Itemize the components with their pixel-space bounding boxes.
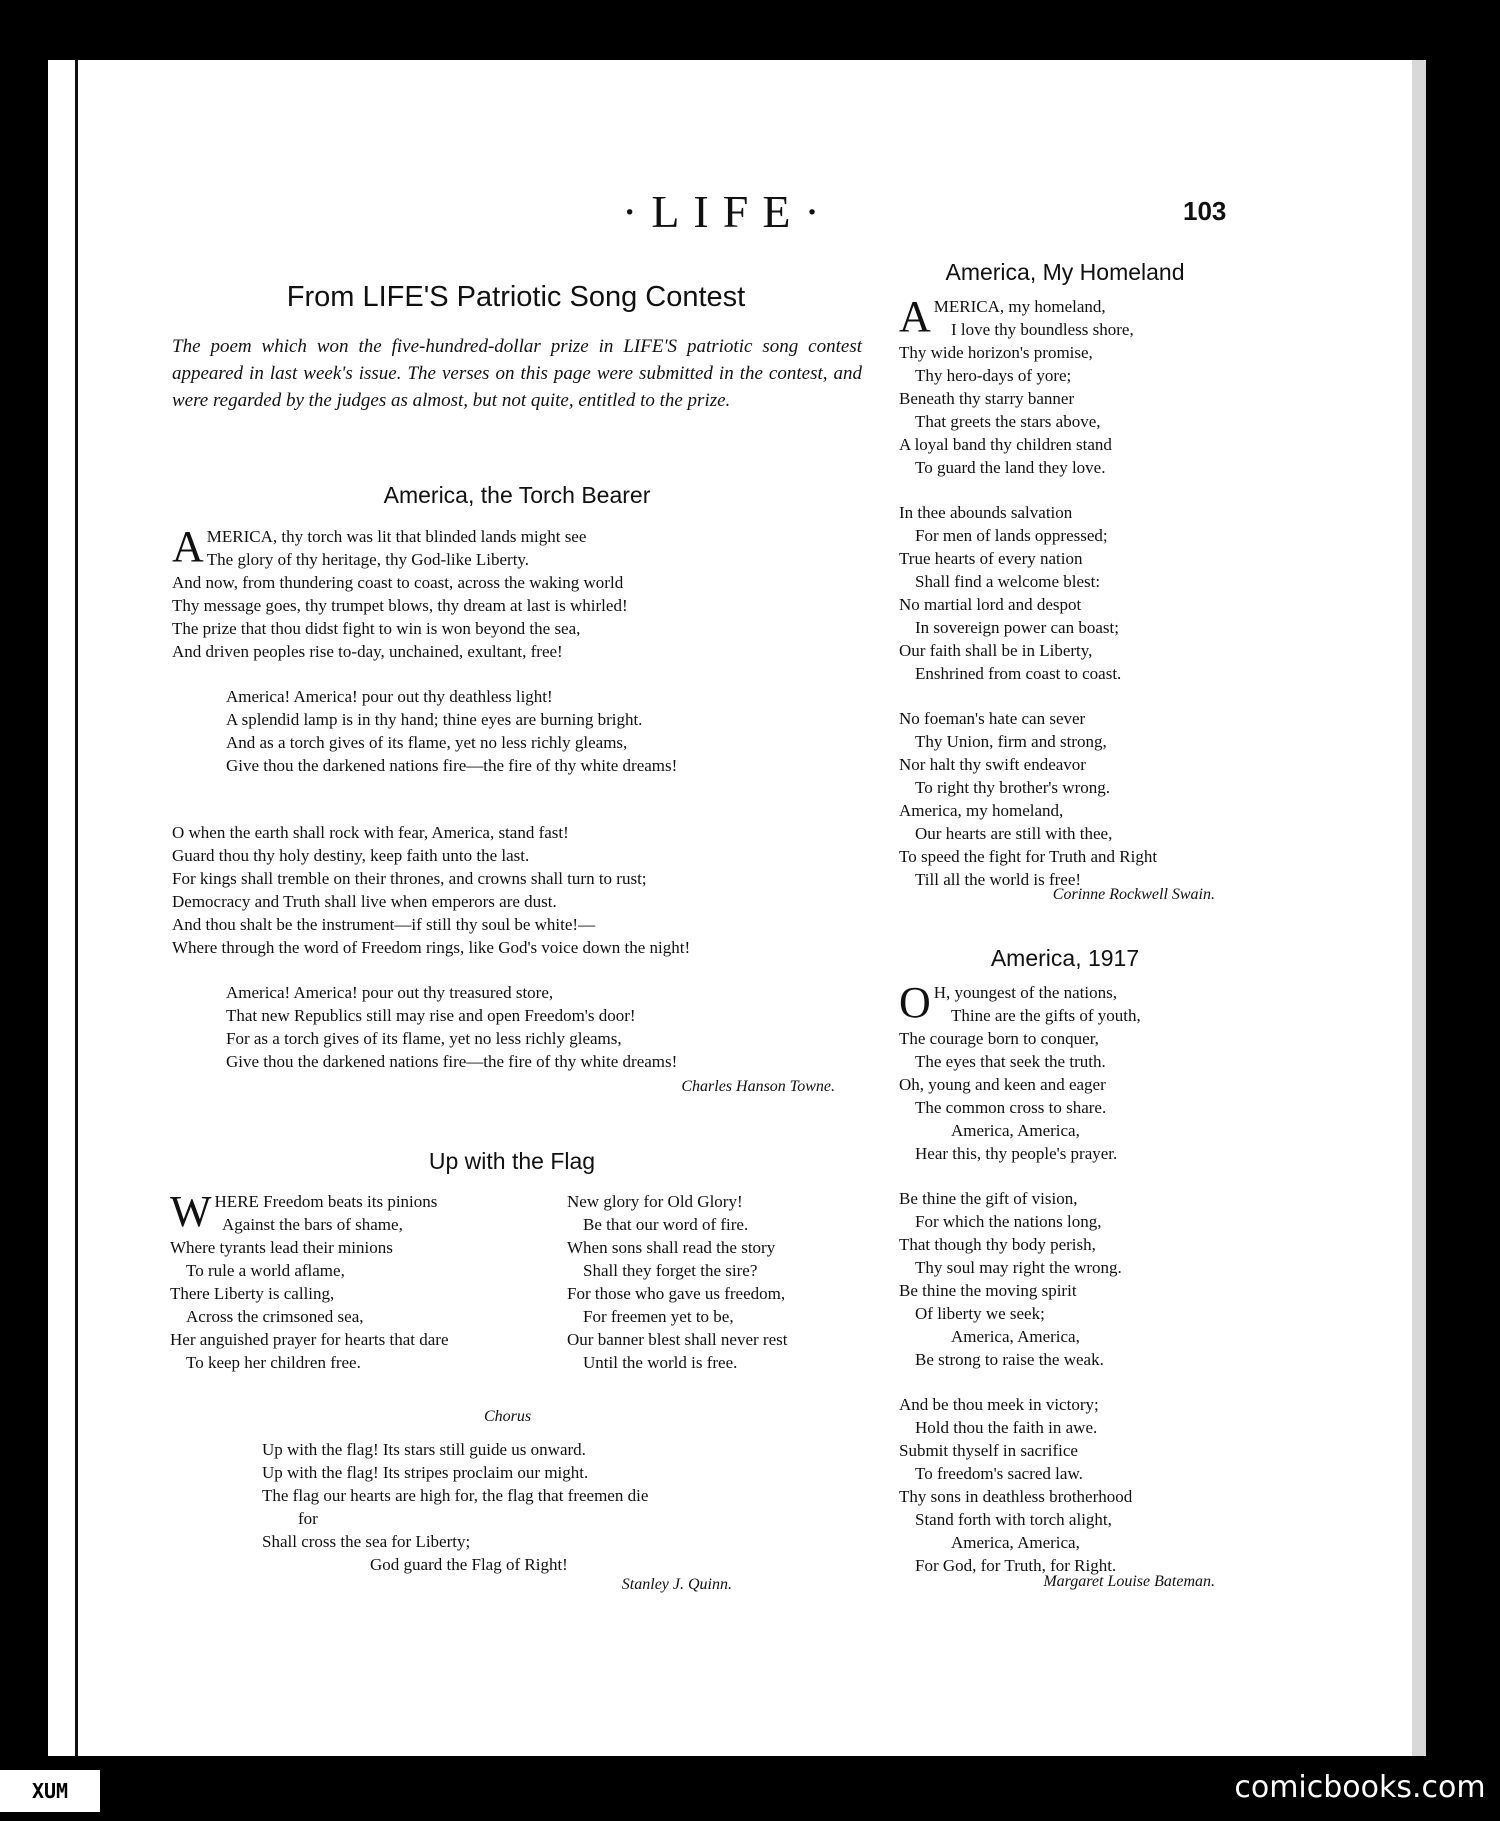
poem-title-america-1917: America, 1917 xyxy=(990,945,1140,971)
poem-line: Up with the flag! Its stripes proclaim our might. xyxy=(262,1463,589,1482)
poem-line: Up with the flag! Its stars still guide us onward. xyxy=(262,1440,586,1459)
page-number: 103 xyxy=(1183,196,1227,226)
poem-line: Stand forth with torch alight, xyxy=(915,1510,1112,1529)
poem-flag-chorus xyxy=(262,1438,782,1576)
poem-line: America, America, xyxy=(951,1533,1080,1552)
intro-paragraph: The poem which won the five-hundred-dollar prize in LIFE'S patriotic song contest appeared in last week's issue. The verses on this page were submitted in the contest, and were regarded by the judges as almost, but not quite, entitled to the prize. xyxy=(172,336,862,411)
poem-line: In sovereign power can boast; xyxy=(915,618,1119,637)
poem-line: Shall find a welcome blest: xyxy=(915,572,1101,591)
poem-line: God guard the Flag of Right! xyxy=(370,1555,568,1574)
poem-line: A splendid lamp is in thy hand; thine eyes are burning bright. xyxy=(226,710,643,729)
poem-line: H, youngest of the nations, xyxy=(933,983,1117,1002)
poem-line: Until the world is free. xyxy=(583,1353,738,1372)
poem-line: For God, for Truth, for Right. xyxy=(915,1556,1117,1575)
poem-line: To right thy brother's wrong. xyxy=(915,778,1110,797)
poem-line: To freedom's sacred law. xyxy=(915,1464,1083,1483)
poem-line: For as a torch gives of its flame, yet no less richly gleams, xyxy=(226,1029,622,1048)
poem-line: Oh, young and keen and eager xyxy=(899,1075,1106,1094)
poem-line: The prize that thou didst fight to win is won beyond the sea, xyxy=(172,619,581,638)
poem-line: Across the crimsoned sea, xyxy=(186,1307,364,1326)
poem-america-1917 xyxy=(899,978,1239,1577)
poem-line: To rule a world aflame, xyxy=(186,1261,345,1280)
poem-line: O when the earth shall rock with fear, America, stand fast! xyxy=(172,823,569,842)
poem-line: To guard the land they love. xyxy=(915,458,1106,477)
poem-line: America, America, xyxy=(951,1121,1080,1140)
poem-line: And be thou meek in victory; xyxy=(899,1395,1099,1414)
poem-line: Submit thyself in sacrifice xyxy=(899,1441,1078,1460)
poem-line: Thy sons in deathless brotherhood xyxy=(899,1487,1133,1506)
poem-title-my-homeland: America, My Homeland xyxy=(945,259,1185,285)
author-my-homeland: Corinne Rockwell Swain. xyxy=(1052,886,1215,903)
poem-line: That new Republics still may rise and open Freedom's door! xyxy=(226,1006,636,1025)
poem-line: Be that our word of fire. xyxy=(583,1215,749,1234)
poem-line: America, America, xyxy=(951,1327,1080,1346)
poem-line: Be strong to raise the weak. xyxy=(915,1350,1104,1369)
poem-line: The eyes that seek the truth. xyxy=(915,1052,1106,1071)
poem-title-up-with-the-flag: Up with the Flag xyxy=(428,1148,596,1174)
scan-badge: XUM xyxy=(0,1770,100,1812)
poem-line: Where through the word of Freedom rings, like God's voice down the night! xyxy=(172,938,691,957)
poem-line: I love thy boundless shore, xyxy=(951,320,1134,339)
poem-line: New glory for Old Glory! xyxy=(567,1192,743,1211)
poem-line: To keep her children free. xyxy=(186,1353,361,1372)
poem-line: Her anguished prayer for hearts that dare xyxy=(170,1330,449,1349)
poem-line: HERE Freedom beats its pinions xyxy=(214,1192,438,1211)
page-spine xyxy=(48,60,78,1756)
poem-line: That greets the stars above, xyxy=(915,412,1101,431)
poem-line: Democracy and Truth shall live when emperors are dust. xyxy=(172,892,557,911)
drop-cap: W xyxy=(170,1187,212,1236)
poem-title-torch-bearer: America, the Torch Bearer xyxy=(383,482,651,508)
poem-line: Where tyrants lead their minions xyxy=(170,1238,393,1257)
drop-cap: A xyxy=(899,292,931,341)
poem-line: And driven peoples rise to-day, unchained, exultant, free! xyxy=(172,642,563,661)
poem-line: A loyal band thy children stand xyxy=(899,435,1112,454)
poem-line: Thy message goes, thy trumpet blows, thy dream at last is whirled! xyxy=(172,596,628,615)
author-america-1917: Margaret Louise Bateman. xyxy=(1043,1573,1215,1590)
poem-line: And as a torch gives of its flame, yet no less richly gleams, xyxy=(226,733,628,752)
poem-flag-right-column xyxy=(567,1190,867,1374)
poem-line: Shall cross the sea for Liberty; xyxy=(262,1532,471,1551)
poem-line: Thy wide horizon's promise, xyxy=(899,343,1093,362)
watermark: comicbooks.com xyxy=(1234,1769,1486,1805)
poem-line: Be thine the moving spirit xyxy=(899,1281,1077,1300)
poem-line: Of liberty we seek; xyxy=(915,1304,1045,1323)
poem-line: When sons shall read the story xyxy=(567,1238,776,1257)
masthead: ·LIFE· xyxy=(622,186,834,237)
poem-line: Thy Union, firm and strong, xyxy=(915,732,1107,751)
poem-line: For men of lands oppressed; xyxy=(915,526,1108,545)
poem-line: True hearts of every nation xyxy=(899,549,1083,568)
poem-line: No martial lord and despot xyxy=(899,595,1082,614)
poem-line: For which the nations long, xyxy=(915,1212,1102,1231)
poem-line: There Liberty is calling, xyxy=(170,1284,335,1303)
poem-line: Shall they forget the sire? xyxy=(583,1261,758,1280)
author-up-with-the-flag: Stanley J. Quinn. xyxy=(621,1576,732,1593)
poem-line: MERICA, thy torch was lit that blinded lands might see xyxy=(206,527,587,546)
poem-line: Give thou the darkened nations fire—the fire of thy white dreams! xyxy=(226,756,678,775)
poem-line: Thy soul may right the wrong. xyxy=(915,1258,1122,1277)
poem-line: That though thy body perish, xyxy=(899,1235,1096,1254)
poem-line: For those who gave us freedom, xyxy=(567,1284,786,1303)
poem-line: In thee abounds salvation xyxy=(899,503,1073,522)
poem-line: MERICA, my homeland, xyxy=(933,297,1106,316)
poem-flag-left-column xyxy=(170,1187,550,1374)
poem-line: Our hearts are still with thee, xyxy=(915,824,1113,843)
poem-line: Our faith shall be in Liberty, xyxy=(899,641,1093,660)
poem-line: America, my homeland, xyxy=(899,801,1064,820)
poem-line: To speed the fight for Truth and Right xyxy=(899,847,1158,866)
page-title: From LIFE'S Patriotic Song Contest xyxy=(286,281,746,313)
poem-line: No foeman's hate can sever xyxy=(899,709,1086,728)
poem-line: America! America! pour out thy deathless light! xyxy=(226,687,553,706)
poem-line: America! America! pour out thy treasured store, xyxy=(226,983,554,1002)
poem-line: The flag our hearts are high for, the flag that freemen die xyxy=(262,1486,649,1505)
poem-line: The glory of thy heritage, thy God-like Liberty. xyxy=(206,550,530,569)
poem-my-homeland xyxy=(899,292,1239,891)
poem-line: And thou shalt be the instrument—if still thy soul be white!— xyxy=(172,915,596,934)
poem-line: For kings shall tremble on their thrones, and crowns shall turn to rust; xyxy=(172,869,647,888)
poem-line: Our banner blest shall never rest xyxy=(567,1330,788,1349)
poem-line: for xyxy=(298,1509,318,1528)
poem-line: Till all the world is free! xyxy=(915,870,1082,889)
poem-line: Guard thou thy holy destiny, keep faith unto the last. xyxy=(172,846,530,865)
poem-line: For freemen yet to be, xyxy=(583,1307,734,1326)
poem-line: Nor halt thy swift endeavor xyxy=(899,755,1086,774)
chorus-label: Chorus xyxy=(484,1408,532,1425)
author-torch-bearer: Charles Hanson Towne. xyxy=(681,1078,835,1095)
poem-line: Be thine the gift of vision, xyxy=(899,1189,1078,1208)
poem-torch-bearer xyxy=(172,522,872,1073)
drop-cap: A xyxy=(172,522,204,571)
poem-line: The common cross to share. xyxy=(915,1098,1107,1117)
poem-line: Give thou the darkened nations fire—the fire of thy white dreams! xyxy=(226,1052,678,1071)
poem-line: Hear this, thy people's prayer. xyxy=(915,1144,1118,1163)
drop-cap: O xyxy=(899,978,931,1027)
poem-line: Thine are the gifts of youth, xyxy=(951,1006,1141,1025)
poem-line: And now, from thundering coast to coast, across the waking world xyxy=(172,573,624,592)
poem-line: Against the bars of shame, xyxy=(222,1215,403,1234)
poem-line: Beneath thy starry banner xyxy=(899,389,1075,408)
poem-line: Enshrined from coast to coast. xyxy=(915,664,1122,683)
poem-line: The courage born to conquer, xyxy=(899,1029,1099,1048)
poem-line: Hold thou the faith in awe. xyxy=(915,1418,1098,1437)
poem-line: Thy hero-days of yore; xyxy=(915,366,1072,385)
